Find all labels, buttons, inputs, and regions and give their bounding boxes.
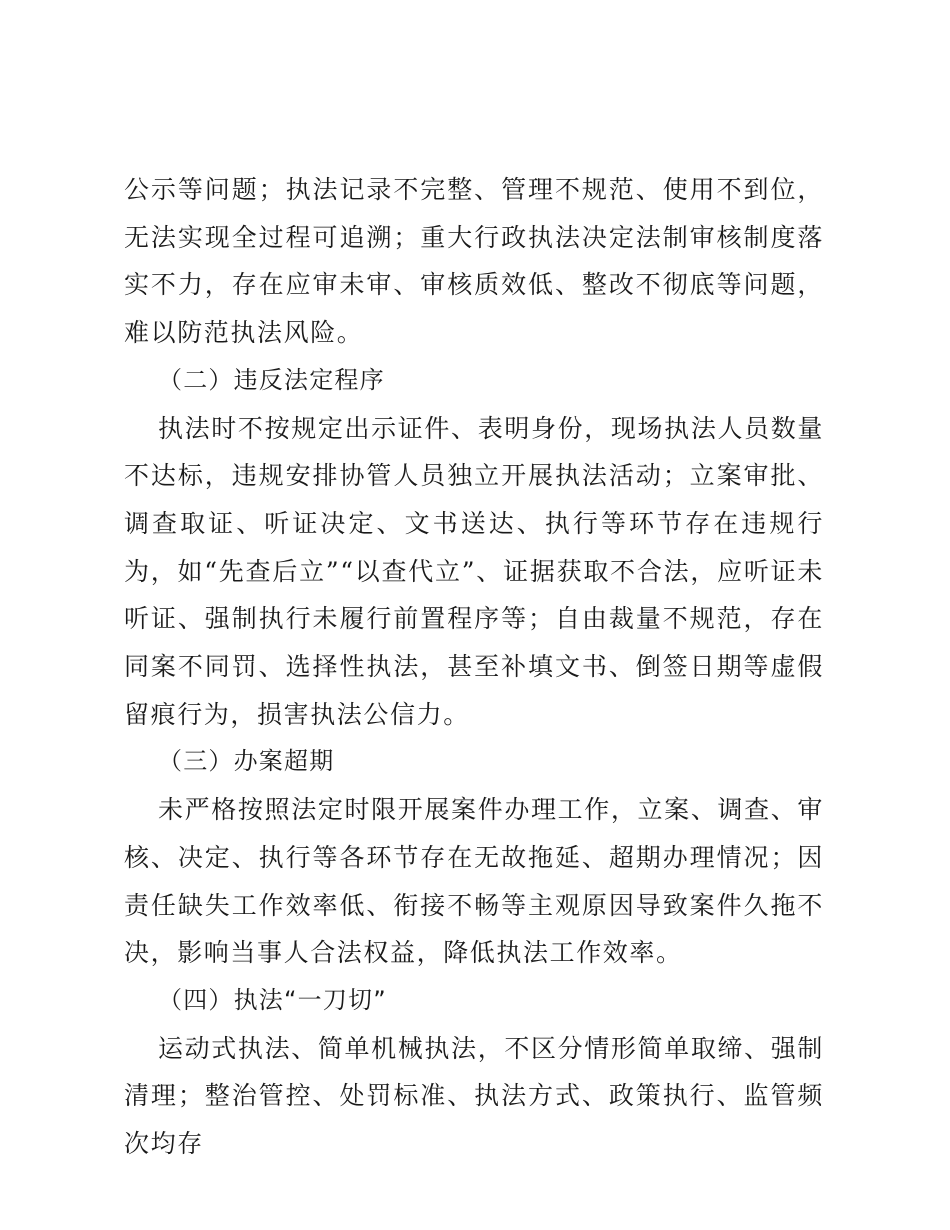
- paragraph-one-size-fits-all: 运动式执法、简单机械执法，不区分情形简单取缔、强制清理；整治管控、处罚标准、执法方式、政策执行、监管频次均存: [124, 1033, 824, 1159]
- section-heading-3: （三）办案超期: [158, 747, 335, 776]
- paragraph-continued-intro: 公示等问题；执法记录不完整、管理不规范、使用不到位，无法实现全过程可追溯；重大行政执法决定法制审核制度落实不力，存在应审未审、审核质效低、整改不彻底等问题，难以防范执法风险。: [124, 175, 824, 348]
- document-body: [124, 166, 824, 1168]
- paragraph-procedure-violations: 执法时不按规定出示证件、表明身份，现场执法人员数量不达标，违规安排协管人员独立开展执法活动；立案审批、调查取证、听证决定、文书送达、执行等环节存在违规行为，如“先查后立”“以查代立”、证据获取不合法，应听证未听证、强制执行未履行前置程序等；自由裁量不规范，存在同案不同罚、选择性执法，甚至补填文书、倒签日期等虚假留痕行为，损害执法公信力。: [124, 413, 824, 729]
- paragraph-overdue-cases: 未严格按照法定时限开展案件办理工作，立案、调查、审核、决定、执行等各环节存在无故拖延、超期办理情况；因责任缺失工作效率低、衔接不畅等主观原因导致案件久拖不决，影响当事人合法权益，降低执法工作效率。: [124, 795, 824, 968]
- section-heading-2: （二）违反法定程序: [158, 365, 385, 394]
- section-heading-4: （四）执法“一刀切”: [158, 985, 387, 1014]
